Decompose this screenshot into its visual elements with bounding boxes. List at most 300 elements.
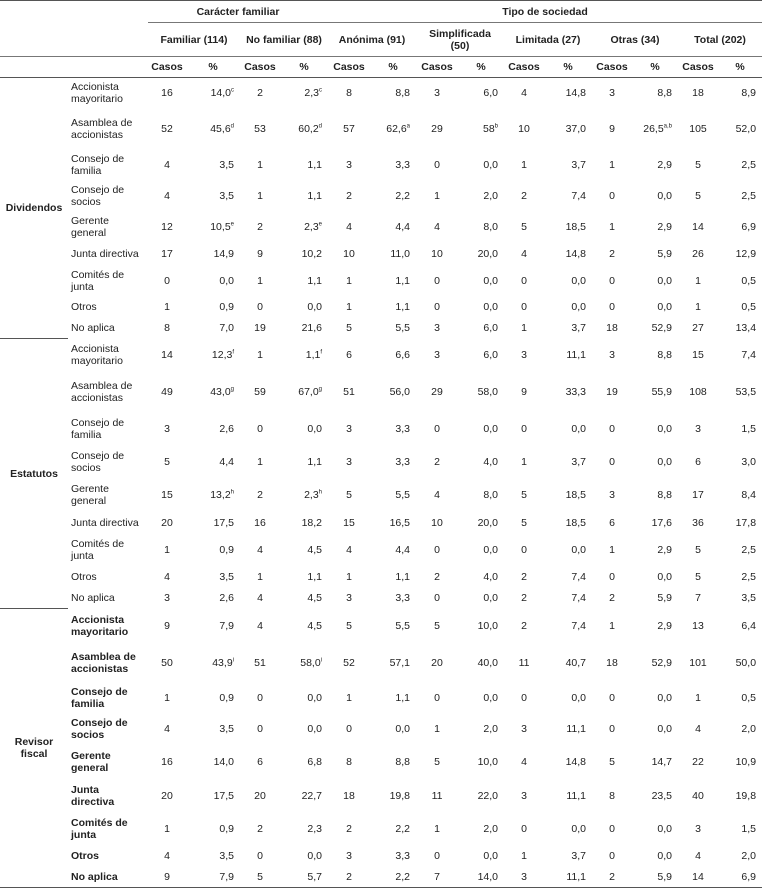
pct-cell [186, 867, 240, 888]
pct-cell [544, 109, 592, 150]
cases-cell [504, 846, 544, 867]
cell-value: 29 [431, 123, 443, 135]
cell-value: 19 [606, 386, 618, 398]
table-row [0, 212, 762, 243]
cases-cell [416, 867, 458, 888]
column-header: No familiar (88) [246, 33, 322, 46]
cases-cell [148, 318, 186, 339]
cell-value: 4 [521, 87, 527, 100]
cases-cell [678, 297, 718, 318]
pct-cell [280, 534, 328, 567]
cell-value: 3 [346, 159, 352, 171]
header-group-family: Carácter familiar [148, 1, 328, 23]
cell-value: 1,1 [305, 349, 321, 361]
cell-value: 1 [609, 159, 615, 171]
cases-cell [328, 446, 370, 479]
pct-cell [544, 684, 592, 713]
cell-value: 5,7 [307, 870, 323, 883]
cell-value: 49 [161, 386, 173, 398]
cell-value: 2,9 [657, 221, 673, 233]
cell-value: 20 [254, 789, 266, 802]
subheader-casos: Casos [148, 57, 186, 78]
cell-value: 7,0 [219, 322, 234, 334]
cases-cell [504, 212, 544, 243]
pct-cell [186, 372, 240, 413]
cell-value: 2 [346, 823, 352, 835]
cases-cell [678, 567, 718, 588]
cell-value: 0 [609, 823, 615, 835]
cell-value: 1 [164, 301, 170, 313]
table-row [0, 813, 762, 846]
cell-value: 3,5 [741, 592, 757, 604]
cell-value: 0,0 [657, 190, 673, 202]
subheader-pct: % [186, 57, 240, 78]
row-label: Junta directiva [71, 783, 115, 808]
cell-value: 5,5 [395, 322, 411, 334]
cell-value: 15 [161, 489, 173, 501]
cell-value: 3,3 [395, 592, 411, 604]
cell-value: 10,9 [735, 756, 757, 768]
cases-cell [240, 479, 280, 512]
cases-cell [240, 318, 280, 339]
pct-cell [458, 297, 504, 318]
cell-value: 3 [434, 349, 440, 361]
cell-value: 17,5 [213, 789, 234, 802]
subheader-pct: % [544, 57, 592, 78]
table-row [0, 181, 762, 212]
pct-cell [370, 479, 416, 512]
cell-value: 0,0 [483, 692, 499, 704]
cases-cell [504, 588, 544, 609]
cell-value: 4 [695, 723, 701, 735]
cell-value: 1,5 [741, 423, 757, 435]
pct-cell [458, 813, 504, 846]
row-label: Gerente general [71, 750, 111, 774]
cell-value: 20 [161, 789, 173, 802]
cell-value: 0 [164, 275, 170, 287]
cell-value: 40 [692, 789, 704, 802]
cell-value: 3 [434, 322, 440, 334]
pct-cell [370, 150, 416, 181]
cell-value: 2 [609, 248, 615, 260]
pct-cell [718, 609, 762, 643]
pct-cell [280, 212, 328, 243]
cell-value: 6,0 [483, 322, 499, 334]
pct-cell [370, 588, 416, 609]
cases-cell [240, 413, 280, 446]
pct-cell [632, 567, 678, 588]
pct-cell [186, 339, 240, 372]
cell-value: 16 [161, 756, 173, 768]
cell-value: 11,1 [566, 723, 587, 735]
cases-cell [328, 684, 370, 713]
cell-value: 0,0 [483, 423, 499, 435]
pct-cell [544, 713, 592, 746]
pct-cell [186, 318, 240, 339]
pct-cell [718, 150, 762, 181]
pct-cell [458, 609, 504, 643]
pct-cell [544, 297, 592, 318]
cases-cell [240, 297, 280, 318]
pct-cell [718, 212, 762, 243]
cell-value: 51 [343, 386, 355, 398]
pct-cell [544, 446, 592, 479]
pct-cell [458, 372, 504, 413]
cell-value: 4 [164, 571, 170, 583]
cell-value: 1 [346, 692, 352, 704]
cell-value: 0,0 [657, 823, 673, 835]
cell-value: 6,0 [483, 87, 499, 100]
cases-cell [148, 713, 186, 746]
cell-value: 3 [434, 87, 440, 100]
cell-value: 10,5 [210, 221, 231, 233]
cases-cell [148, 413, 186, 446]
cell-value: 11,1 [566, 870, 587, 883]
cell-value: 1,5 [741, 823, 757, 835]
cell-value: 37,0 [565, 123, 587, 135]
cases-cell [416, 372, 458, 413]
cell-value: 3,3 [395, 423, 411, 435]
corner-cell [68, 57, 148, 78]
cell-value: 40,7 [565, 657, 587, 669]
cell-value: 18,5 [565, 489, 587, 501]
cell-value: 1 [257, 456, 263, 468]
cell-value: 17,8 [735, 516, 757, 529]
cell-value: 20,0 [477, 516, 499, 529]
cell-value: 1 [257, 349, 263, 361]
table-row [0, 512, 762, 534]
cell-value: 3,3 [395, 456, 411, 468]
row-label: Consejo de socios [71, 450, 125, 474]
cell-value: 5 [346, 322, 352, 334]
cell-value: 5 [695, 159, 701, 171]
pct-cell [280, 567, 328, 588]
pct-cell [458, 413, 504, 446]
cell-value: 0,0 [657, 692, 673, 704]
cell-value: 2 [521, 190, 527, 202]
cases-cell [416, 150, 458, 181]
pct-cell [186, 181, 240, 212]
table-row [0, 643, 762, 684]
cases-cell [328, 109, 370, 150]
cell-value: 2,6 [219, 592, 234, 604]
cell-value: 50,0 [735, 657, 757, 669]
pct-cell [458, 684, 504, 713]
cell-value: 2,6 [219, 423, 234, 435]
cell-value: 0 [609, 850, 615, 862]
cases-cell [328, 567, 370, 588]
cell-value: 0,0 [307, 723, 323, 735]
cell-value: 8,4 [741, 489, 757, 501]
pct-cell [718, 713, 762, 746]
cell-value: 52 [161, 123, 173, 135]
cell-value: 7,9 [219, 619, 234, 632]
cases-cell [416, 643, 458, 684]
pct-cell [458, 243, 504, 266]
cell-value: 13,4 [735, 322, 757, 334]
cell-value: 20,0 [477, 248, 499, 260]
cell-value: 18,2 [301, 516, 323, 529]
subheader-casos: Casos [240, 57, 280, 78]
cell-value: 23,5 [651, 789, 673, 802]
table-row [0, 479, 762, 512]
cell-value: 5 [346, 619, 352, 632]
cell-value: 4 [521, 756, 527, 768]
pct-cell [632, 813, 678, 846]
cases-cell [592, 813, 632, 846]
cell-value: 1,1 [307, 159, 323, 171]
cell-value: 0 [434, 301, 440, 313]
cell-value: 0 [609, 571, 615, 583]
cell-value: 8 [346, 87, 352, 100]
table-row [0, 243, 762, 266]
cell-value: 5,9 [657, 592, 673, 604]
header-group-society: Tipo de sociedad [328, 1, 762, 23]
row-label: Asamblea de accionistas [71, 651, 136, 675]
pct-cell [544, 813, 592, 846]
pct-cell [632, 446, 678, 479]
cases-cell [416, 318, 458, 339]
cases-cell [504, 567, 544, 588]
cases-cell [416, 567, 458, 588]
cell-value: 17,6 [651, 516, 673, 529]
cases-cell [416, 109, 458, 150]
pct-cell [544, 643, 592, 684]
pct-cell [370, 78, 416, 109]
cases-cell [504, 867, 544, 888]
significance-marker: h [318, 489, 323, 496]
cell-value: 2,0 [483, 823, 499, 835]
pct-cell [370, 297, 416, 318]
pct-cell [632, 867, 678, 888]
cell-value: 0 [257, 850, 263, 862]
pct-cell [280, 266, 328, 297]
cell-value: 2 [434, 456, 440, 468]
cell-value: 1 [164, 544, 170, 556]
table-row [0, 78, 762, 109]
cell-value: 7,9 [219, 870, 234, 883]
cases-cell [240, 846, 280, 867]
pct-cell [718, 78, 762, 109]
pct-cell [718, 643, 762, 684]
pct-cell [186, 846, 240, 867]
cell-value: 6,6 [395, 349, 411, 361]
cell-value: 4,4 [219, 456, 234, 468]
cell-value: 4 [695, 850, 701, 862]
pct-cell [718, 446, 762, 479]
cell-value: 14,8 [565, 756, 587, 768]
cell-value: 0,0 [307, 301, 323, 313]
pct-cell [458, 846, 504, 867]
cell-value: 3,7 [571, 159, 587, 171]
significance-marker: h [230, 489, 234, 496]
cases-cell [504, 746, 544, 779]
cell-value: 2,0 [483, 190, 499, 202]
cell-value: 7 [434, 870, 440, 883]
pct-cell [280, 318, 328, 339]
cell-value: 0 [434, 159, 440, 171]
cell-value: 53 [254, 123, 266, 135]
cell-value: 2,2 [395, 823, 411, 835]
cell-value: 1,1 [307, 456, 323, 468]
cases-cell [148, 181, 186, 212]
cell-value: 18,5 [565, 221, 587, 233]
cell-value: 7,4 [741, 349, 757, 361]
cell-value: 0 [434, 544, 440, 556]
cell-value: 4 [257, 544, 263, 556]
cell-value: 11,1 [566, 349, 587, 361]
cell-value: 2,9 [657, 619, 673, 632]
cases-cell [504, 181, 544, 212]
pct-cell [186, 212, 240, 243]
pct-cell [718, 684, 762, 713]
pct-cell [632, 150, 678, 181]
cell-value: 3 [521, 789, 527, 802]
pct-cell [280, 479, 328, 512]
cases-cell [416, 534, 458, 567]
cases-cell [328, 534, 370, 567]
cases-cell [240, 78, 280, 109]
pct-cell [370, 684, 416, 713]
table-row [0, 567, 762, 588]
cell-value: 20 [431, 657, 443, 669]
cell-value: 4 [164, 850, 170, 862]
pct-cell [458, 479, 504, 512]
cases-cell [678, 779, 718, 813]
pct-cell [458, 746, 504, 779]
cell-value: 0,0 [483, 275, 499, 287]
cell-value: 4,0 [483, 571, 499, 583]
cell-value: 8 [346, 756, 352, 768]
cases-cell [148, 534, 186, 567]
cases-cell [328, 181, 370, 212]
cases-cell [504, 779, 544, 813]
table-row [0, 372, 762, 413]
cell-value: 5,9 [657, 870, 673, 883]
cell-value: 6 [695, 456, 701, 468]
significance-marker: e [230, 221, 234, 228]
pct-cell [370, 779, 416, 813]
cell-value: 1,1 [307, 275, 323, 287]
cases-cell [592, 266, 632, 297]
pct-cell [280, 243, 328, 266]
significance-marker: f [320, 349, 323, 356]
cell-value: 7,4 [571, 190, 587, 202]
pct-cell [370, 109, 416, 150]
cell-value: 11,0 [390, 248, 411, 260]
cell-value: 57 [343, 123, 355, 135]
row-label: Accionista mayoritario [71, 81, 123, 106]
cell-value: 1,1 [395, 275, 411, 287]
cases-cell [678, 684, 718, 713]
cell-value: 5 [609, 756, 615, 768]
cases-cell [416, 78, 458, 109]
cases-cell [416, 266, 458, 297]
cases-cell [416, 588, 458, 609]
cell-value: 2,2 [395, 190, 411, 202]
cell-value: 0 [434, 275, 440, 287]
cell-value: 7 [695, 592, 701, 604]
cell-value: 3 [609, 87, 615, 100]
cell-value: 0,9 [219, 301, 234, 313]
cell-value: 0,0 [307, 850, 323, 862]
pct-cell [370, 413, 416, 446]
cases-cell [148, 266, 186, 297]
cell-value: 52,9 [651, 657, 673, 669]
cell-value: 5 [695, 190, 701, 202]
cell-value: 1 [164, 823, 170, 835]
cell-value: 4,4 [395, 221, 411, 233]
cases-cell [148, 109, 186, 150]
cases-cell [148, 446, 186, 479]
cell-value: 0 [257, 423, 263, 435]
subheader-pct: % [458, 57, 504, 78]
subheader-casos: Casos [678, 57, 718, 78]
cell-value: 0 [257, 692, 263, 704]
significance-marker: a,b [663, 123, 673, 130]
cases-cell [240, 212, 280, 243]
cases-cell [328, 846, 370, 867]
pct-cell [280, 813, 328, 846]
cases-cell [416, 512, 458, 534]
row-label: Junta directiva [71, 516, 139, 529]
cases-cell [148, 297, 186, 318]
cases-cell [416, 243, 458, 266]
cell-value: 2,9 [657, 159, 673, 171]
cell-value: 1 [434, 190, 440, 202]
cell-value: 59 [254, 386, 266, 398]
cell-value: 0,0 [657, 571, 673, 583]
cell-value: 10,0 [477, 619, 499, 632]
cell-value: 14,8 [565, 87, 587, 100]
cases-cell [416, 609, 458, 643]
cell-value: 2,0 [741, 723, 757, 735]
pct-cell [370, 181, 416, 212]
cases-cell [592, 479, 632, 512]
cell-value: 8,8 [395, 756, 411, 768]
cell-value: 6,0 [483, 349, 499, 361]
pct-cell [544, 609, 592, 643]
cell-value: 0 [434, 592, 440, 604]
cases-cell [148, 846, 186, 867]
cases-cell [504, 413, 544, 446]
cell-value: 2 [346, 870, 352, 883]
significance-marker: c [319, 87, 323, 94]
cell-value: 5 [257, 870, 263, 883]
cases-cell [148, 512, 186, 534]
cell-value: 2,5 [741, 571, 757, 583]
cases-cell [678, 372, 718, 413]
cell-value: 2,3 [307, 823, 323, 835]
pct-cell [544, 867, 592, 888]
table-row [0, 534, 762, 567]
cases-cell [592, 109, 632, 150]
cell-value: 2 [521, 592, 527, 604]
cell-value: 3,0 [741, 456, 757, 468]
pct-cell [370, 813, 416, 846]
pct-cell [632, 713, 678, 746]
cases-cell [328, 413, 370, 446]
pct-cell [186, 243, 240, 266]
pct-cell [458, 779, 504, 813]
cell-value: 9 [164, 619, 170, 632]
pct-cell [370, 512, 416, 534]
pct-cell [458, 867, 504, 888]
pct-cell [544, 372, 592, 413]
pct-cell [544, 534, 592, 567]
cell-value: 3,5 [219, 850, 234, 862]
cell-value: 4 [434, 221, 440, 233]
